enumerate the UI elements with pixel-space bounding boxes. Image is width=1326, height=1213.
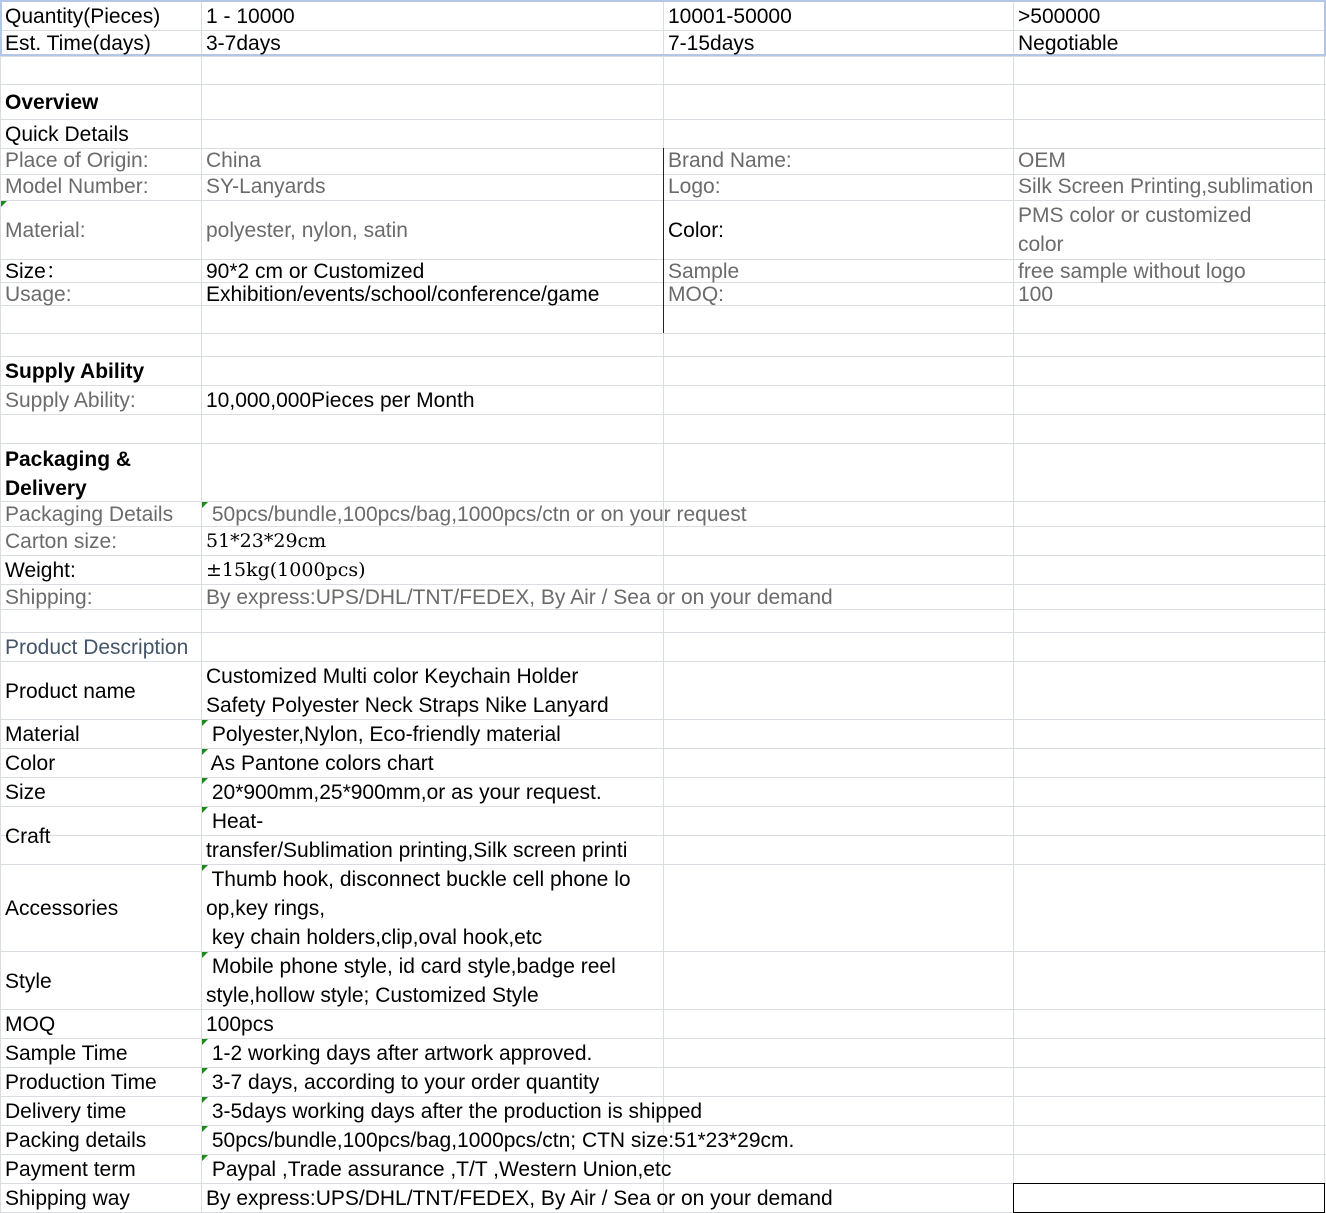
brand-name-value: OEM [1018,149,1066,172]
sample-value: free sample without logo [1018,260,1246,283]
cell-note-marker [1,201,7,207]
model-number-value: SY-Lanyards [206,175,326,198]
product-name-value-line-1: Customized Multi color Keychain Holder [206,665,579,688]
color-label: Color: [668,219,725,242]
quick-details-heading: Quick Details [5,123,129,146]
pd-style-value-line-1: Mobile phone style, id card style,badge reel [206,955,616,978]
pd-sample-time-label: Sample Time [5,1042,128,1065]
pd-moq-value: 100pcs [206,1013,274,1036]
pd-material-label: Material [5,723,80,746]
pd-payment-term-value: Paypal ,Trade assurance ,T/T ,Western Union,etc [206,1158,672,1181]
packaging-heading-line-1: Packaging & [5,448,132,471]
pd-material-value: Polyester,Nylon, Eco-friendly material [206,723,561,746]
pd-accessories-value-line-1: Thumb hook, disconnect buckle cell phone lo [206,868,631,891]
product-name-label: Product name [5,680,136,703]
time-2: 7-15days [668,32,755,55]
pd-craft-label: Craft [5,825,51,848]
pd-packing-details-label: Packing details [5,1129,147,1152]
color-value-line-2: color [1018,233,1064,256]
pd-accessories-label: Accessories [5,897,119,920]
color-value-line-1: PMS color or customized [1018,204,1252,227]
cell-border [663,148,664,333]
usage-label: Usage: [5,283,72,306]
qty-range-2: 10001-50000 [668,5,792,28]
pd-delivery-time-value: 3-5days working days after the production is shipped [206,1100,703,1123]
product-description-heading: Product Description [5,636,189,659]
pd-style-value-line-2: style,hollow style; Customized Style [206,984,539,1007]
grid-line [201,0,202,1213]
sample-label: Sample [668,260,740,283]
supply-ability-value: 10,000,000Pieces per Month [206,389,475,412]
packaging-heading-line-2: Delivery [5,477,87,500]
time-label: Est. Time(days) [5,32,151,55]
pd-style-label: Style [5,970,52,993]
qty-label: Quantity(Pieces) [5,5,161,28]
pd-packing-details-value: 50pcs/bundle,100pcs/bag,1000pcs/ctn; CTN size:51*23*29cm. [206,1129,795,1152]
pd-craft-value-line-1: Heat- [206,810,264,833]
size-label: Size： [5,260,67,283]
grid-line [1013,0,1014,1213]
material-label: Material: [5,219,86,242]
brand-name-label: Brand Name: [668,149,792,172]
packaging-details-value: 50pcs/bundle,100pcs/bag,1000pcs/ctn or on your request [206,503,747,526]
pd-moq-label: MOQ [5,1013,56,1036]
carton-size-value: 51*23*29cm [206,530,327,552]
grid-line [0,0,1,1213]
pd-production-time-value: 3-7 days, according to your order quantity [206,1071,600,1094]
usage-value: Exhibition/events/school/conference/game [206,283,600,306]
pd-size-value: 20*900mm,25*900mm,or as your request. [206,781,602,804]
shipping-label: Shipping: [5,586,93,609]
moq-value: 100 [1018,283,1054,306]
carton-size-label: Carton size: [5,530,118,553]
pd-delivery-time-label: Delivery time [5,1100,127,1123]
model-number-label: Model Number: [5,175,149,198]
size-value: 90*2 cm or Customized [206,260,425,283]
qty-range-1: 1 - 10000 [206,5,295,28]
pd-sample-time-value: 1-2 working days after artwork approved. [206,1042,593,1065]
time-1: 3-7days [206,32,281,55]
pd-payment-term-label: Payment term [5,1158,136,1181]
logo-value: Silk Screen Printing,sublimation [1018,175,1314,198]
packaging-details-label: Packaging Details [5,503,174,526]
overview-heading: Overview [5,91,99,114]
pd-color-value: As Pantone colors chart [206,752,434,775]
supply-ability-label: Supply Ability: [5,389,136,412]
pd-shipping-way-label: Shipping way [5,1187,130,1210]
logo-label: Logo: [668,175,721,198]
pd-size-label: Size [5,781,46,804]
pd-craft-value-line-2: transfer/Sublimation printing,Silk screen printi [206,839,628,862]
pd-production-time-label: Production Time [5,1071,157,1094]
pd-color-label: Color [5,752,56,775]
pd-shipping-way-value: By express:UPS/DHL/TNT/FEDEX, By Air / Sea or on your demand [206,1187,833,1210]
grid-line [1324,0,1325,1213]
pd-accessories-value-line-2: op,key rings, [206,897,326,920]
time-3: Negotiable [1018,32,1119,55]
price-table-border [0,0,1326,56]
weight-value: ±15kg(1000pcs) [206,559,366,581]
material-value: polyester, nylon, satin [206,219,408,242]
place-of-origin-label: Place of Origin: [5,149,149,172]
product-name-value-line-2: Safety Polyester Neck Straps Nike Lanyard [206,694,609,717]
moq-label: MOQ: [668,283,724,306]
supply-ability-heading: Supply Ability [5,360,145,383]
qty-range-3: >500000 [1018,5,1101,28]
place-of-origin-value: China [206,149,261,172]
selected-cell-border [1013,1183,1325,1213]
weight-label: Weight: [5,559,76,582]
shipping-value: By express:UPS/DHL/TNT/FEDEX, By Air / Sea or on your demand [206,586,833,609]
pd-accessories-value-line-3: key chain holders,clip,oval hook,etc [206,926,543,949]
